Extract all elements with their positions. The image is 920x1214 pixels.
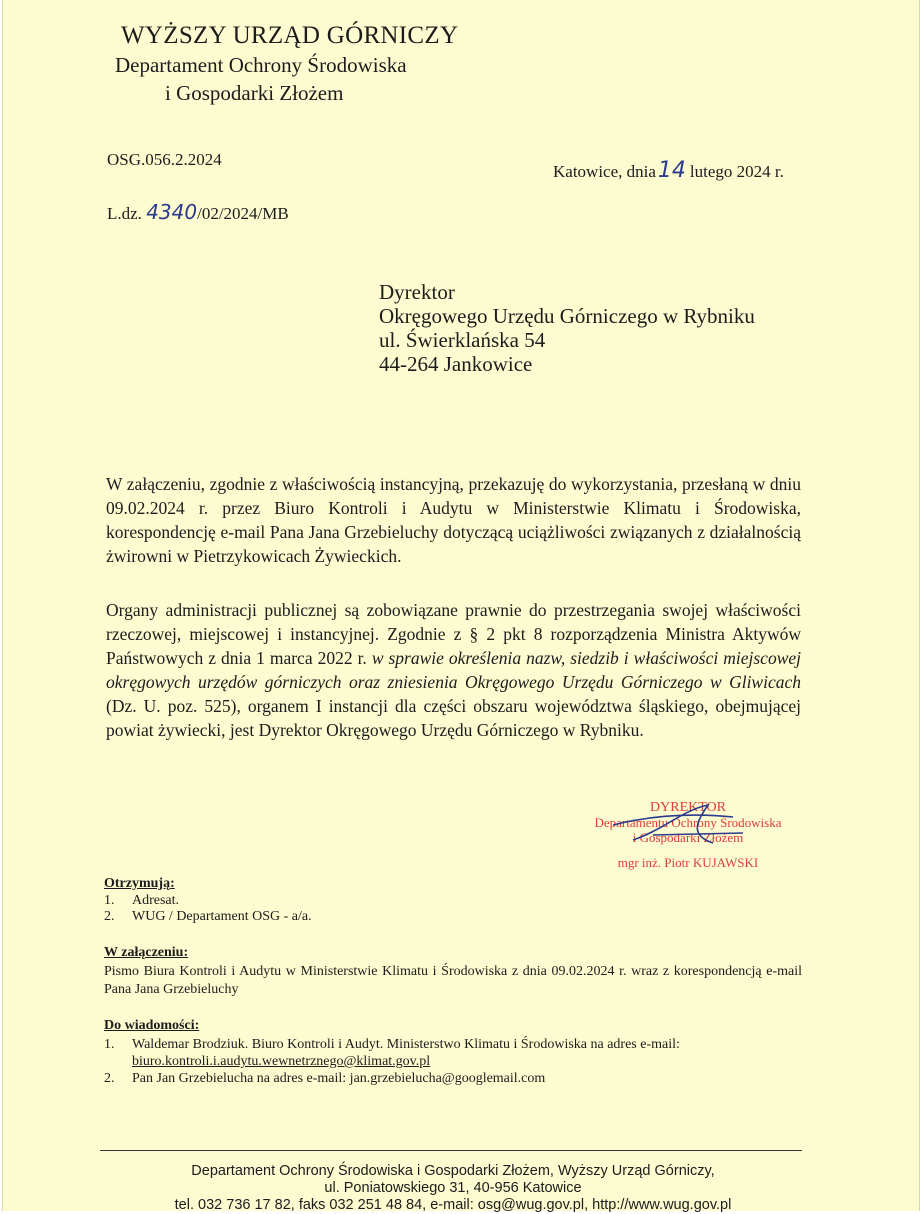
handwritten-ldz: 4340 [146,200,198,224]
addressee-line: Dyrektor [379,280,455,304]
signature-title: DYREKTOR [650,800,726,815]
paragraph-text: Organy administracji publicznej są zobowiązane prawnie do przestrzegania swojej właściwości rzeczowej, miejscowej i instancyjnej. Zgodnie z § 2 pkt 8 rozporządzenia Ministra Aktywów Państwowych z dnia 1 marca 2022 r. [106,600,801,668]
list-text: Pan Jan Grzebielucha na adres e-mail: jan.grzebielucha@googlemail.com [132,1071,546,1086]
list-item [104,909,312,925]
document-page [2,0,920,1211]
list-item [104,1070,802,1087]
recipients-title: Otrzymują: [104,876,175,891]
case-number: OSG.056.2.2024 [107,150,222,169]
addressee-line: ul. Świerklańska 54 [379,328,546,352]
header-department-cont: i Gospodarki Złożem [165,81,344,105]
signature-stamp [583,800,793,870]
footer-line: ul. Poniatowskiego 31, 40-956 Katowice [324,1180,582,1196]
footer-divider [100,1150,802,1151]
place-date [553,158,784,183]
ldz-suffix: /02/2024/MB [197,204,289,223]
recipients-list [104,893,312,925]
footer [3,1163,903,1214]
list-number: 2. [104,1071,115,1086]
addressee-line: Okręgowego Urzędu Górniczego w Rybniku [379,304,755,328]
list-number: 2. [104,909,115,924]
header-department: Departament Ochrony Środowiska [115,53,407,77]
cc-title: Do wiadomości: [104,1018,200,1033]
body-paragraph-1: W załączeniu, zgodnie z właściwością instancyjną, przekazuję do wykorzystania, przesłaną w dniu 09.02.2024 r. przez Biuro Kontroli i Audytu w Ministerstwie Klimatu i Środowiska, korespondencję e-mail Pana Jana Grzebieluchy dotyczącą uciążliwości związanych z działalnością żwirowni w Pietrzykowicach Żywieckich. [106,474,801,566]
place-prefix: Katowice, dnia [553,162,656,181]
cc-list [104,1036,802,1087]
email-link[interactable]: biuro.kontroli.i.audytu.wewnetrznego@klimat.gov.pl [132,1054,431,1069]
list-number: 1. [104,1037,115,1052]
body-paragraph-2 [106,598,801,742]
list-item [104,1036,802,1070]
registry-number [107,200,289,224]
header-institution: WYŻSZY URZĄD GÓRNICZY [121,22,459,49]
handwritten-signature-icon [593,795,783,855]
attachments-title: W załączeniu: [104,945,189,960]
footer-line: tel. 032 736 17 82, faks 032 251 48 84, e-mail: osg@wug.gov.pl, http://www.wug.gov.pl [174,1197,732,1213]
regulation-title: w sprawie określenia nazw, siedzib i właściwości miejscowej okręgowych urzędów górniczych oraz zniesienia Okręgowego Urzędu Górniczego w Gliwicach [106,648,801,692]
ldz-prefix: L.dz. [107,204,142,223]
attachments-text: Pismo Biura Kontroli i Audytu w Ministerstwie Klimatu i Środowiska z dnia 09.02.2024 r. wraz z korespondencją e-mail Pana Jana Grzebieluchy [104,964,802,997]
signature-dept: i Gospodarki Złożem [632,830,744,845]
list-item [104,893,312,909]
list-text: WUG / Departament OSG - a/a. [132,909,312,924]
footer-line: Departament Ochrony Środowiska i Gospodarki Złożem, Wyższy Urząd Górniczy, [191,1163,715,1179]
place-suffix: lutego 2024 r. [689,162,784,181]
signature-dept: Departamentu Ochrony Środowiska [594,815,782,830]
addressee-line: 44-264 Jankowice [379,352,533,376]
list-text: Waldemar Brodziuk. Biuro Kontroli i Audyt. Ministerstwo Klimatu i Środowiska na adres e-mail: [132,1037,680,1052]
addressee-block [379,280,755,376]
list-number: 1. [104,893,115,908]
signature-name: mgr inż. Piotr KUJAWSKI [617,855,759,870]
list-text: Adresat. [132,893,180,908]
handwritten-day: 14 [657,158,686,183]
paragraph-text: (Dz. U. poz. 525), organem I instancji dla części obszaru województwa śląskiego, obejmującej powiat żywiecki, jest Dyrektor Okręgowego Urzędu Górniczego w Rybniku. [106,696,801,740]
